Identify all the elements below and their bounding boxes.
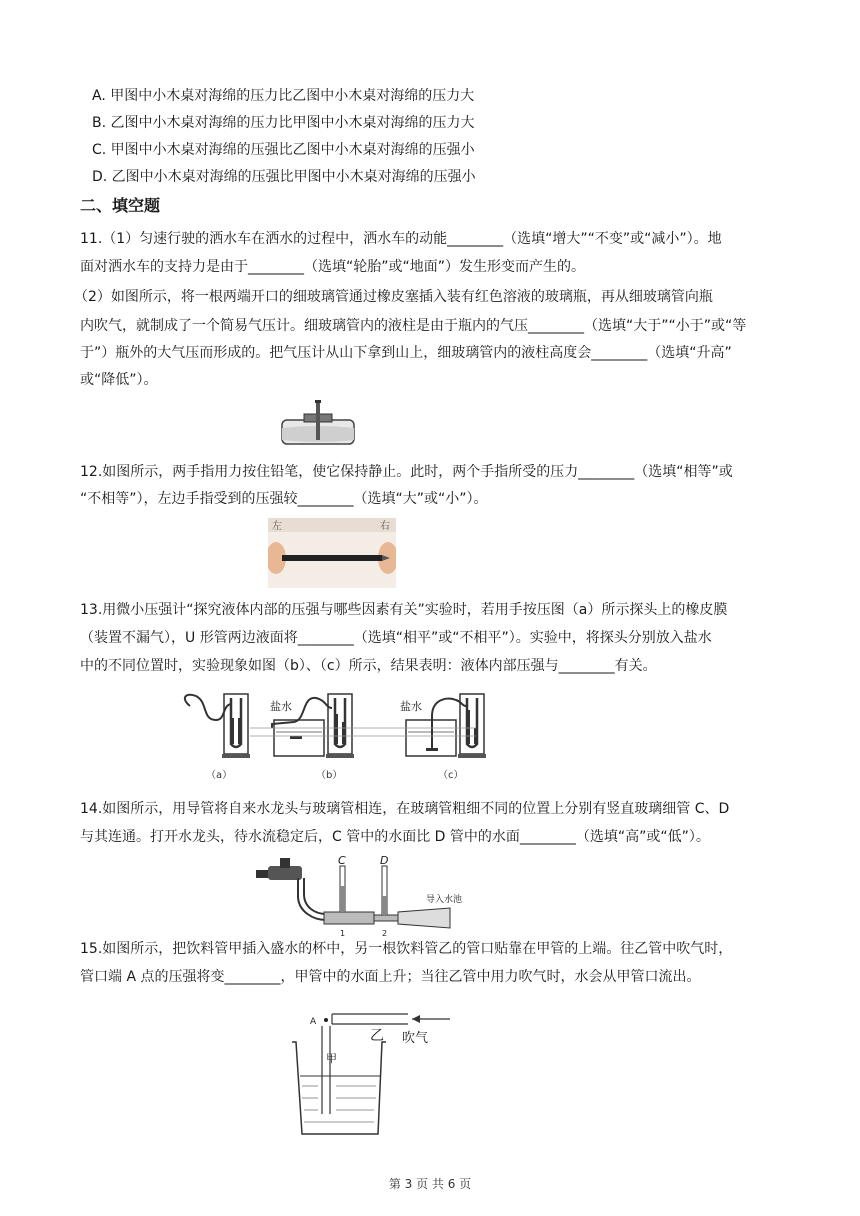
q11-line-6: 或“降低”）。	[80, 372, 158, 388]
left-label: 左	[272, 521, 282, 532]
q12-line-2: “不相等”），左边手指受到的压强较________（选填“大”或“小”）。	[80, 491, 488, 507]
label-2: 2	[382, 929, 388, 938]
label-blow: 吹气	[402, 1031, 429, 1046]
q11-line-1: 11.（1）匀速行驶的洒水车在洒水的过程中，洒水车的动能________（选填“增大”“不变”或“减小”）。地	[80, 231, 722, 247]
label-jia: 甲	[326, 1052, 337, 1065]
label-1: 1	[340, 929, 346, 938]
q15-line-2: 管口端 A 点的压强将变________，甲管中的水面上升；当往乙管中用力吹气时，水会从甲管口流出。	[80, 969, 701, 985]
barometer-figure	[278, 398, 358, 448]
label-c: C	[338, 856, 346, 867]
caption-c: （c）	[438, 770, 464, 781]
option-c: C. 甲图中小木桌对海绵的压强比乙图中小木桌对海绵的压强小	[92, 142, 475, 158]
straw-cup-figure	[286, 1006, 466, 1142]
q12-line-1: 12.如图所示，两手指用力按住铅笔，使它保持静止。此时，两个手指所受的压力________（选填“相等”或	[80, 464, 733, 480]
option-d: D. 乙图中小木桌对海绵的压强比甲图中小木桌对海绵的压强小	[92, 169, 476, 185]
page-footer: 第 3 页 共 6 页	[388, 1177, 472, 1191]
q15-line-1: 15.如图所示，把饮料管甲插入盛水的杯中，另一根饮料管乙的管口贴靠在甲管的上端。往乙管中吹气时，	[80, 941, 733, 957]
label-pool: 导入水池	[426, 895, 463, 905]
saltwater-label-b: 盐水	[270, 700, 292, 713]
q14-line-1: 14.如图所示，用导管将自来水龙头与玻璃管相连，在玻璃管粗细不同的位置上分别有竖直玻璃细管 C、D	[80, 801, 730, 817]
faucet-pipe-figure	[254, 856, 484, 938]
q11-line-2: 面对洒水车的支持力是由于________（选填“轮胎”或“地面”）发生形变而产生的。	[80, 259, 586, 275]
caption-a: （a）	[206, 770, 233, 781]
caption-b: （b）	[316, 770, 343, 781]
label-a: A	[310, 1017, 317, 1027]
pressure-gauge-figure	[176, 690, 496, 782]
section-title: 二、填空题	[80, 196, 161, 215]
q13-line-3: 中的不同位置时，实验现象如图（b）、（c）所示，结果表明：液体内部压强与________有关。	[80, 658, 657, 674]
q13-line-1: 13.用微小压强计“探究液体内部的压强与哪些因素有关”实验时，若用手按压图（a）所示探头上的橡皮膜	[80, 602, 728, 618]
right-label: 右	[380, 521, 390, 532]
option-b: B. 乙图中小木桌对海绵的压力比甲图中小木桌对海绵的压力大	[92, 115, 475, 131]
q13-line-2: （装置不漏气），U 形管两边液面将________（选填“相平”或“不相平”）。实验中，将探头分别放入盐水	[80, 630, 712, 646]
q14-line-2: 与其连通。打开水龙头，待水流稳定后，C 管中的水面比 D 管中的水面________（选填“高”或“低”）。	[80, 829, 710, 845]
label-d: D	[380, 856, 389, 867]
saltwater-label-c: 盐水	[400, 700, 422, 713]
q11-line-5: 于”）瓶外的大气压而形成的。把气压计从山下拿到山上，细玻璃管内的液柱高度会________（选填“升高”	[80, 345, 732, 361]
option-a: A. 甲图中小木桌对海绵的压力比乙图中小木桌对海绵的压力大	[92, 88, 475, 104]
q11-line-3: （2）如图所示，将一根两端开口的细玻璃管通过橡皮塞插入装有红色溶液的玻璃瓶，再从细玻璃管向瓶	[74, 289, 713, 305]
label-yi: 乙	[370, 1028, 384, 1044]
pencil-figure	[268, 518, 396, 588]
q11-line-4: 内吹气，就制成了一个简易气压计。细玻璃管内的液柱是由于瓶内的气压________（选填“大于”“小于”或“等	[80, 318, 747, 334]
